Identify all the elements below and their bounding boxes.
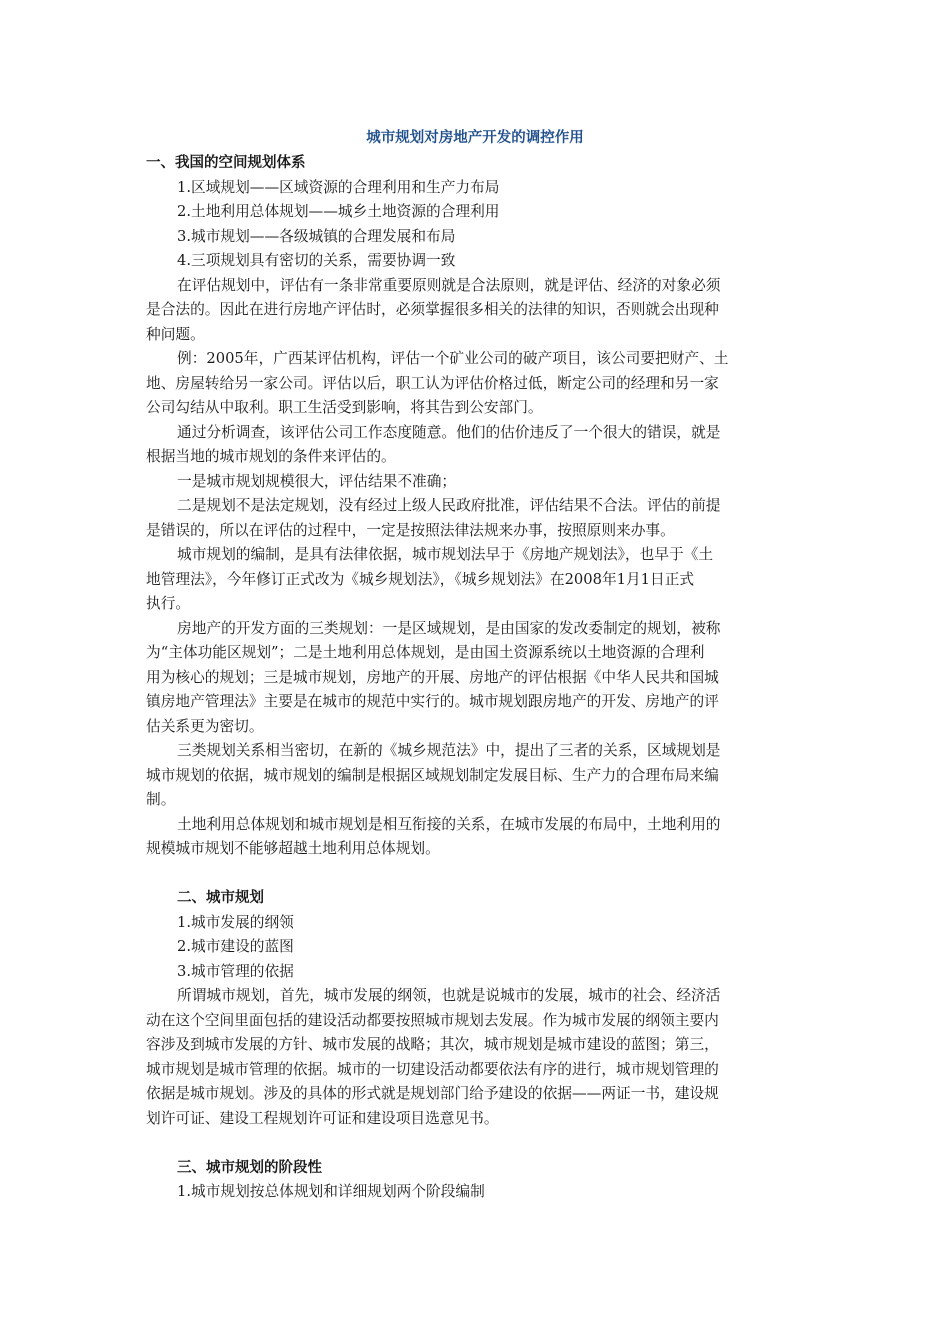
blank-line xyxy=(146,862,802,887)
blank-line xyxy=(146,1131,802,1156)
paragraph-line: 例：2005年，广西某评估机构，评估一个矿业公司的破产项目，该公司要把财产、土 xyxy=(177,350,729,367)
document-title: 城市规划对房地产开发的调控作用 xyxy=(366,130,584,146)
list-item: 3.城市管理的依据 xyxy=(177,962,294,980)
list-item: 3.城市规划——各级城镇的合理发展和布局 xyxy=(177,227,456,245)
section-heading: 二、城市规划 xyxy=(177,890,264,906)
list-item: 1.城市规划按总体规划和详细规划两个阶段编制 xyxy=(177,1183,485,1200)
list-item: 4.三项规划具有密切的关系，需要协调一致 xyxy=(177,252,456,269)
paragraph-line: 通过分析调查，该评估公司工作态度随意。他们的估价违反了一个很大的错误，就是 xyxy=(177,423,721,441)
paragraph-line: 动在这个空间里面包括的建设活动都要按照城市规划去发展。作为城市发展的纲领主要内 xyxy=(146,1011,719,1029)
section-heading: 三、城市规划的阶段性 xyxy=(177,1159,322,1176)
paragraph-line: 划许可证、建设工程规划许可证和建设项目选意见书。 xyxy=(146,1109,499,1127)
paragraph-line: 城市规划的依据，城市规划的编制是根据区域规划制定发展目标、生产力的合理布局来编 xyxy=(146,766,719,784)
list-item: 1.区域规划——区域资源的合理利用和生产力布局 xyxy=(177,178,500,196)
paragraph-line: 执行。 xyxy=(146,595,191,612)
paragraph-line: 城市规划的编制，是具有法律依据，城市规划法早于《房地产规划法》，也早于《土 xyxy=(177,546,714,563)
paragraph-line: 地、房屋转给另一家公司。评估以后，职工认为评估价格过低，断定公司的经理和另一家 xyxy=(146,374,719,392)
list-item: 1.城市发展的纲领 xyxy=(177,913,294,931)
paragraph-line: 容涉及到城市发展的方针、城市发展的战略；其次，城市规划是城市建设的蓝图；第三， xyxy=(146,1036,719,1053)
paragraph-line: 公司勾结从中取利。职工生活受到影响，将其告到公安部门。 xyxy=(146,399,543,416)
paragraph-line: 根据当地的城市规划的条件来评估的。 xyxy=(146,448,396,465)
section-heading: 一、我国的空间规划体系 xyxy=(146,155,306,171)
document-body xyxy=(146,151,802,1205)
paragraph-line: 城市规划是城市管理的依据。城市的一切建设活动都要依法有序的进行，城市规划管理的 xyxy=(146,1060,719,1078)
paragraph-line: 三类规划关系相当密切，在新的《城乡规范法》中，提出了三者的关系，区域规划是 xyxy=(177,742,721,759)
paragraph-line: 所谓城市规划，首先，城市发展的纲领，也就是说城市的发展，城市的社会、经济活 xyxy=(177,987,721,1004)
paragraph-line: 在评估规划中，评估有一条非常重要原则就是合法原则，就是评估、经济的对象必须 xyxy=(177,276,721,294)
paragraph-line: 一是城市规划规模很大，评估结果不准确； xyxy=(177,472,457,490)
paragraph-line: 依据是城市规划。涉及的具体的形式就是规划部门给予建设的依据——两证一书，建设规 xyxy=(146,1085,719,1102)
paragraph-line: 是合法的。因此在进行房地产评估时，必须掌握很多相关的法律的知识，否则就会出现种 xyxy=(146,301,719,318)
list-item: 2.土地利用总体规划——城乡土地资源的合理利用 xyxy=(177,203,500,220)
paragraph-line: 估关系更为密切。 xyxy=(146,717,264,735)
paragraph-line: 制。 xyxy=(146,791,176,808)
paragraph-line: 用为核心的规划；三是城市规划，房地产的开展、房地产的评估根据《中华人民共和国城 xyxy=(146,668,719,686)
paragraph-line: 房地产的开发方面的三类规划：一是区域规划，是由国家的发改委制定的规划，被称 xyxy=(177,619,721,637)
list-item: 2.城市建设的蓝图 xyxy=(177,938,294,955)
paragraph-line: 是错误的，所以在评估的过程中，一定是按照法律法规来办事，按照原则来办事。 xyxy=(146,521,675,539)
paragraph-line: 为“主体功能区规划”；二是土地利用总体规划，是由国土资源系统以土地资源的合理利 xyxy=(146,644,705,661)
paragraph-line: 土地利用总体规划和城市规划是相互衔接的关系，在城市发展的布局中，土地利用的 xyxy=(177,815,721,833)
paragraph-line: 种问题。 xyxy=(146,325,205,343)
paragraph-line: 镇房地产管理法》主要是在城市的规范中实行的。城市规划跟房地产的开发、房地产的评 xyxy=(146,693,719,710)
paragraph-line: 二是规划不是法定规划，没有经过上级人民政府批准，评估结果不合法。评估的前提 xyxy=(177,497,721,514)
paragraph-line: 地管理法》，今年修订正式改为《城乡规划法》，《城乡规划法》在2008年1月1日正式 xyxy=(146,570,695,588)
paragraph-line: 规模城市规划不能够超越土地利用总体规划。 xyxy=(146,840,440,857)
